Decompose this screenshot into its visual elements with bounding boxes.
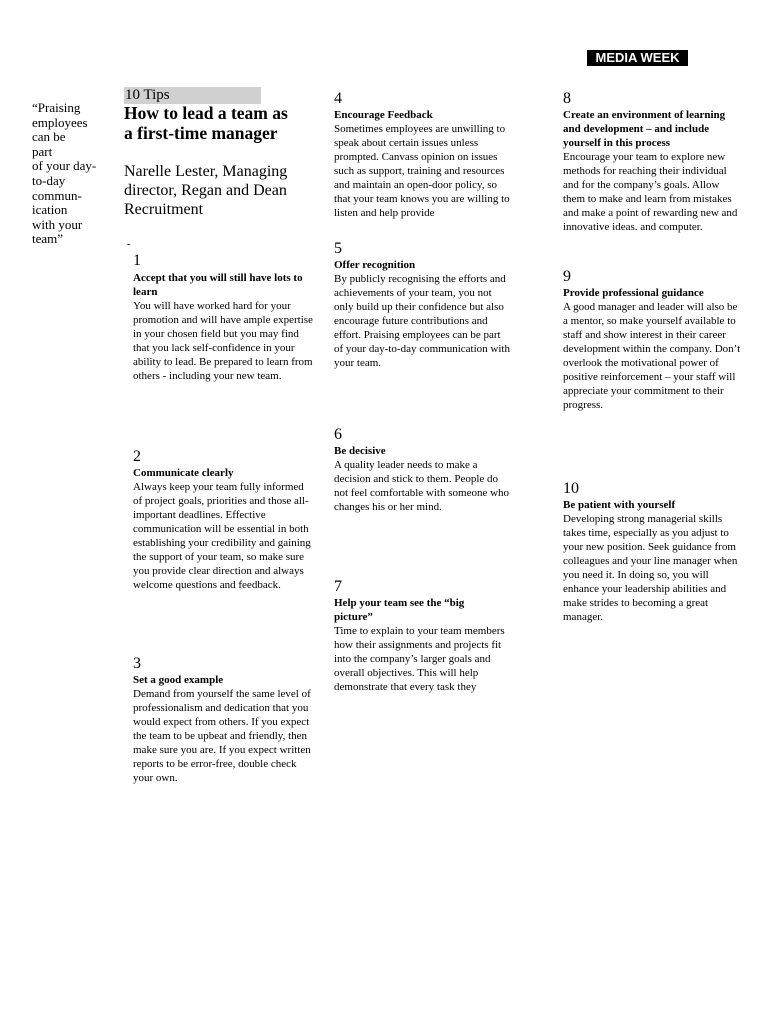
tip-9 xyxy=(563,268,743,412)
tip-body: Developing strong managerial skills takes time, especially as you adjust to your new position. Seek guidance from colleagues and your line manager when you need it. In doing so, you will enhance your leadership abilities and make strides to becoming a great manager. xyxy=(563,513,738,623)
article-title: How to lead a team as a first-time manager xyxy=(124,103,288,143)
tip-number: 2 xyxy=(133,448,141,465)
tip-number: 5 xyxy=(334,240,342,257)
tip-6 xyxy=(334,426,510,514)
tip-number: 1 xyxy=(133,252,141,269)
tip-1 xyxy=(133,252,313,383)
tip-body: A good manager and leader will also be a mentor, so make yourself available to staff and show interest in their career development within the company. Don’t overlook the motivational power of positive reinforcement – your staff will appreciate your commitment to their progress. xyxy=(563,301,741,411)
tip-body: You will have worked hard for your promotion and will have ample expertise in your chosen field but you may find that you lack self-confidence in your ability to lead. Be prepared to learn from others - including your new team. xyxy=(133,300,313,382)
tip-8 xyxy=(563,90,743,234)
tip-body: Encourage your team to explore new methods for reaching their individual and for the company’s goals. Allow them to make and learn from mistakes and make a point of rewarding new and innovative ideas. and computer. xyxy=(563,151,738,233)
tips-label: 10 Tips xyxy=(124,87,261,104)
tip-4 xyxy=(334,90,510,220)
tip-number: 7 xyxy=(334,578,342,595)
tip-heading: Encourage Feedback xyxy=(334,109,433,121)
tip-10 xyxy=(563,480,743,624)
tip-number: 9 xyxy=(563,268,571,285)
tip-heading: Accept that you will still have lots to learn xyxy=(133,272,303,298)
tip-2 xyxy=(133,448,313,592)
tip-7 xyxy=(334,578,510,694)
tip-heading: Provide professional guidance xyxy=(563,287,704,299)
tip-body: Demand from yourself the same level of professionalism and dedication that you would expect from others. If you expect the team to be upbeat and friendly, then make sure you are. If you expect written reports to be error-free, double check your own. xyxy=(133,688,311,784)
tip-3 xyxy=(133,655,313,785)
tip-body: A quality leader needs to make a decision and stick to them. People do not feel comfortable with someone who changes his or her mind. xyxy=(334,459,510,513)
tip-heading: Offer recognition xyxy=(334,259,416,271)
tip-number: 3 xyxy=(133,655,141,672)
article-author: Narelle Lester, Managing director, Regan and Dean Recruitment xyxy=(124,163,288,218)
pull-quote: “Praising employees can be part of your day- to-day commun- ication with your team” xyxy=(32,100,97,247)
tip-body: By publicly recognising the efforts and achievements of your team, you not only build up their confidence but also encourage future contributions and effort. Praising employees can be part of your day-to-day communication with your team. xyxy=(334,273,510,369)
tip-heading: Create an environment of learning and development – and include yourself in this process xyxy=(563,109,726,149)
tip-number: 10 xyxy=(563,480,579,497)
tip-heading: Set a good example xyxy=(133,674,224,686)
tip-body: Time to explain to your team members how their assignments and projects fit into the company’s larger goals and overall objectives. This will help demonstrate that every task they xyxy=(334,625,505,693)
tip-heading: Be patient with yourself xyxy=(563,499,676,511)
tip-heading: Communicate clearly xyxy=(133,467,234,479)
separator-dash: - xyxy=(127,238,131,250)
tip-body: Always keep your team fully informed of project goals, priorities and those all-important deadlines. Effective communication will be essential in both establishing your credibility and gaining the support of your team, so make sure you provide clear direction and always welcome questions and feedback. xyxy=(133,481,311,591)
tip-5 xyxy=(334,240,510,370)
tip-body: Sometimes employees are unwilling to speak about certain issues unless prompted. Canvass opinion on issues such as support, training and resources and maintain an open-door policy, so that your team knows you are willing to listen and help provide xyxy=(334,123,510,219)
tip-number: 8 xyxy=(563,90,571,107)
tip-number: 6 xyxy=(334,426,342,443)
tip-heading: Be decisive xyxy=(334,445,386,457)
tip-heading: Help your team see the “big picture” xyxy=(334,597,465,623)
media-week-badge: MEDIA WEEK xyxy=(587,50,688,66)
tip-number: 4 xyxy=(334,90,342,107)
